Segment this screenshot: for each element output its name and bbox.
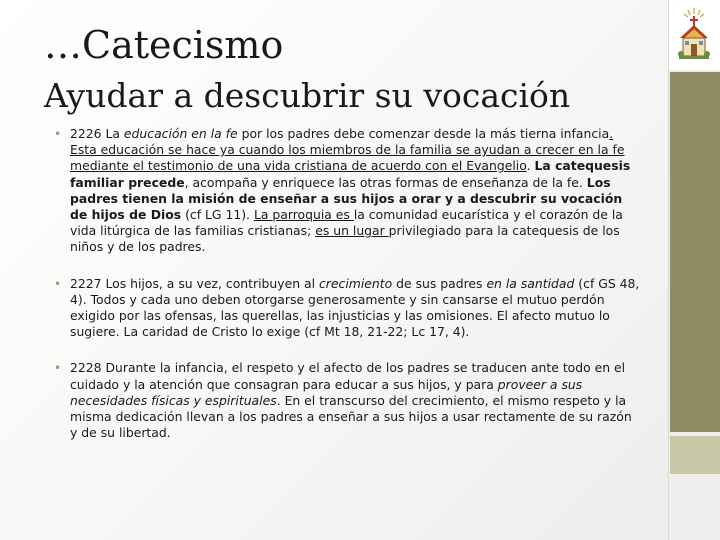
text-run-italic: crecimiento xyxy=(318,275,393,291)
slide-title: …Catecismo xyxy=(44,23,284,67)
text-run: (cf GS 48, 4). Todos y cada uno deben otorgarse generosamente y sin cansarse el mutuo perdón exigido por las ofensas, las querellas, las injusticias y las omisiones. El afecto mutuo lo sugiere. La caridad de Cristo lo exige (cf Mt 18, 21-22; Lc 17, 4). xyxy=(70,275,640,340)
slide-subtitle: Ayudar a descubrir su vocación xyxy=(44,76,571,115)
text-run-underlined: es un lugar xyxy=(315,223,389,239)
paragraph-2226 xyxy=(52,126,642,256)
text-run-bold: Los padres tienen la misión de enseñar a sus hijos a orar y a descubrir su vocación de hijos de Dios xyxy=(70,174,623,223)
text-run: , acompaña y enriquece las otras formas de enseñanza de la fe. xyxy=(184,174,587,190)
text-run: por los padres debe comenzar desde la más tierna infancia xyxy=(237,126,610,141)
paragraph-2228 xyxy=(52,360,642,441)
text-run: la comunidad eucarística y el corazón de la vida litúrgica de las familias cristianas; xyxy=(70,207,623,239)
text-run: de sus padres xyxy=(392,275,487,291)
text-run-italic: en la santidad xyxy=(486,275,575,291)
paragraph-2227 xyxy=(52,276,642,341)
text-run: 2227 Los hijos, a su vez, contribuyen al xyxy=(70,275,319,291)
bullet-marker: • xyxy=(54,276,62,291)
text-run: privilegiado para la catequesis de los niños y de los padres. xyxy=(70,223,620,255)
sidebar-light-accent-bar xyxy=(670,436,720,474)
text-run-italic: proveer a sus necesidades físicas y espirituales xyxy=(70,376,583,408)
text-run-underlined: . Esta educación se hace ya cuando los miembros de la familia se ayudan a crecer en la fe mediante el testimonio de una vida cristiana de acuerdo con el Evangelio xyxy=(70,126,625,174)
text-run: (cf LG 11). xyxy=(181,207,254,223)
content-body xyxy=(52,126,642,441)
paragraph-text xyxy=(70,360,632,440)
paragraph-text xyxy=(70,126,630,254)
text-run: 2228 Durante la infancia, el respeto y el afecto de los padres se traducen ante todo en el cuidado y la atención que consagran para educar a sus hijos, y para xyxy=(70,360,626,392)
text-run: . xyxy=(526,158,535,174)
church-house-icon xyxy=(674,4,714,66)
text-run-italic: educación en la fe xyxy=(123,126,238,141)
bullet-marker: • xyxy=(54,127,62,141)
paragraph-text xyxy=(70,276,639,340)
text-run-bold: La catequesis familiar precede xyxy=(70,158,631,190)
sidebar-accent-bar xyxy=(670,72,720,432)
text-run-underlined: La parroquia es xyxy=(253,207,354,223)
text-run: . En el transcurso del crecimiento, el mismo respeto y la misma dedicación llevan a los padres a enseñar a sus hijos a usar rectamente de su razón y de su libertad. xyxy=(70,392,632,441)
bullet-marker: • xyxy=(54,361,62,376)
text-run: 2226 La xyxy=(70,126,124,141)
